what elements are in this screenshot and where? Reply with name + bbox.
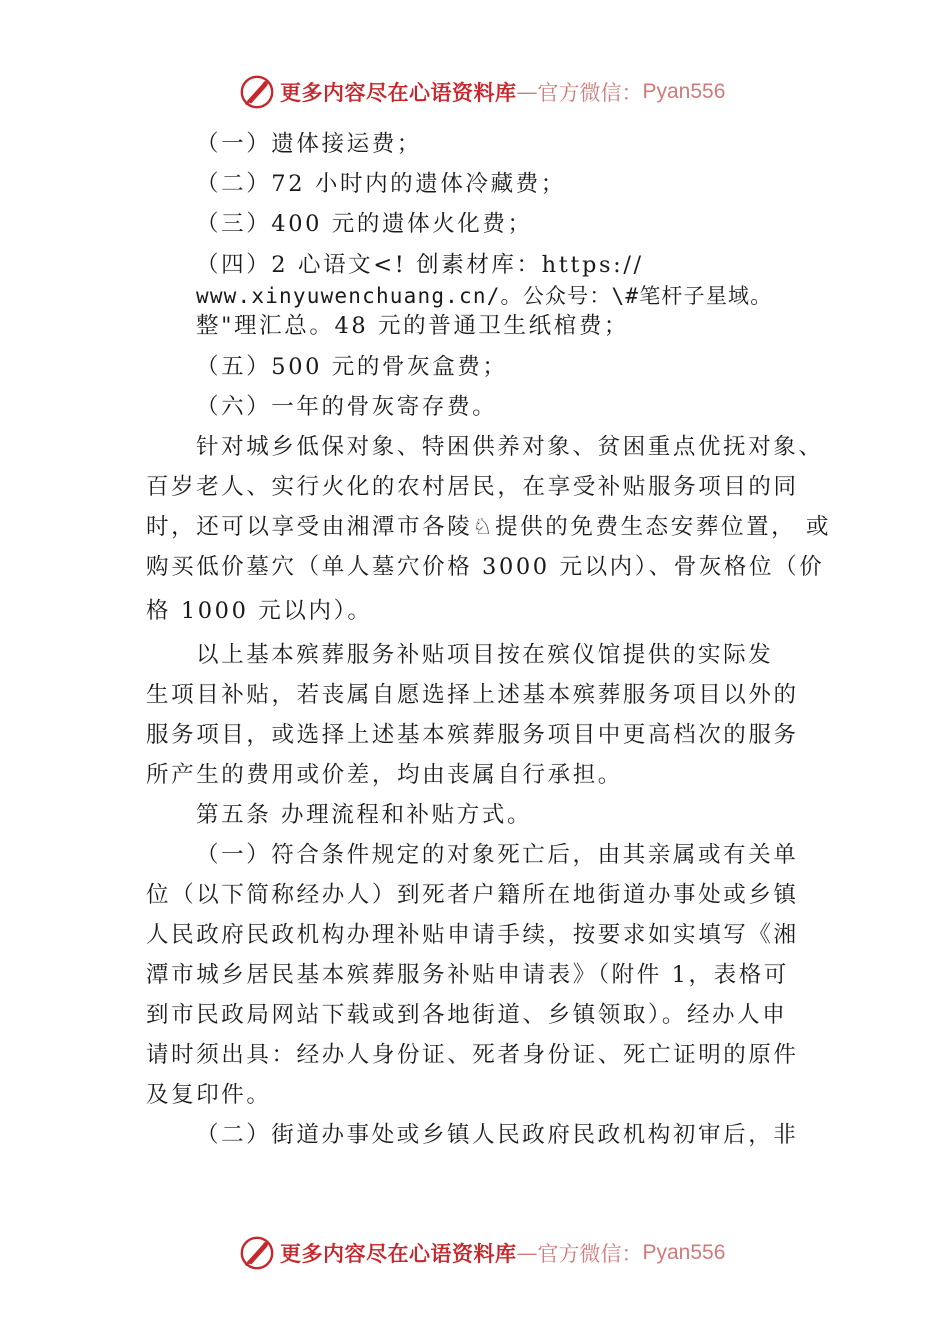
text-line: （一）符合条件规定的对象死亡后，由其亲属或有关单 xyxy=(196,842,799,868)
watermark-main-text: 更多内容尽在心语资料库 xyxy=(280,1241,517,1266)
watermark-official-label: 官方微信： xyxy=(537,81,643,105)
text-line: 到市民政局网站下载或到各地街道、乡镇领取）。经办人申 xyxy=(146,1002,788,1028)
text-line: 时，还可以享受由湘潭市各陵♘提供的免费生态安葬位置， 或 xyxy=(146,514,832,540)
list-item: （一）遗体接运费； xyxy=(196,131,422,157)
text-line: 位（以下简称经办人）到死者户籍所在地街道办事处或乡镇 xyxy=(146,882,799,908)
footer-watermark xyxy=(238,1233,725,1273)
paragraph-procedure-one xyxy=(146,835,818,1115)
text-line: 服务项目，或选择上述基本殡葬服务项目中更高档次的服务 xyxy=(146,722,799,748)
list-item: （六）一年的骨灰寄存费。 xyxy=(196,394,498,420)
text-line: 潭市城乡居民基本殡葬服务补贴申请表》（附件 1，表格可 xyxy=(146,962,789,988)
watermark-wechat-id: Pyan556 xyxy=(642,80,726,103)
text-line: 百岁老人、实行火化的农村居民，在享受补贴服务项目的同 xyxy=(146,474,799,500)
paragraph-subsidy-scope xyxy=(146,635,818,795)
list-item: （五）500 元的骨灰盒费； xyxy=(196,354,508,380)
pen-logo-icon xyxy=(238,1234,276,1272)
watermark-wechat-id: Pyan556 xyxy=(642,1241,726,1264)
text-line: 请时须出具：经办人身份证、死者身份证、死亡证明的原件 xyxy=(146,1042,799,1068)
list-item: （二）72 小时内的遗体冷藏费； xyxy=(196,171,566,197)
text-line: （二）街道办事处或乡镇人民政府民政机构初审后，非 xyxy=(196,1122,799,1148)
list-item-four-line3: 整"理汇总。48 元的普通卫生纸棺费； xyxy=(196,313,630,339)
article-five-heading: 第五条 办理流程和补贴方式。 xyxy=(196,802,533,828)
paragraph-subsidy-targets xyxy=(146,427,832,635)
text-line: 生项目补贴，若丧属自愿选择上述基本殡葬服务项目以外的 xyxy=(146,682,799,708)
pen-logo-icon xyxy=(238,73,276,111)
header-watermark xyxy=(238,72,725,112)
paragraph-procedure-two xyxy=(146,1115,818,1155)
text-line: 针对城乡低保对象、特困供养对象、贫困重点优抚对象、 xyxy=(196,434,824,460)
watermark-dash: — xyxy=(516,80,538,104)
text-line: 以上基本殡葬服务补贴项目按在殡仪馆提供的实际发 xyxy=(196,642,774,668)
watermark-dash: — xyxy=(516,1241,538,1265)
watermark-official-label: 官方微信： xyxy=(537,1242,643,1266)
document-body xyxy=(146,124,832,1155)
list-item-four-line1: （四）2 心语文<! 创素材库：https:// xyxy=(196,252,644,278)
text-line: 人民政府民政机构办理补贴申请手续，按要求如实填写《湘 xyxy=(146,922,799,948)
text-line: 购买低价墓穴（单人墓穴价格 3000 元以内）、骨灰格位（价 xyxy=(146,554,825,580)
watermark-main-text: 更多内容尽在心语资料库 xyxy=(280,80,517,105)
text-line: 格 1000 元以内）。 xyxy=(146,598,373,624)
text-line: 所产生的费用或价差，均由丧属自行承担。 xyxy=(146,762,623,788)
list-item-four-line2: www.xinyuwenchuang.cn/。公众号：\#笔杆子星域。 xyxy=(196,284,773,308)
text-line: 及复印件。 xyxy=(146,1082,272,1108)
list-item: （三）400 元的遗体火化费； xyxy=(196,211,533,237)
